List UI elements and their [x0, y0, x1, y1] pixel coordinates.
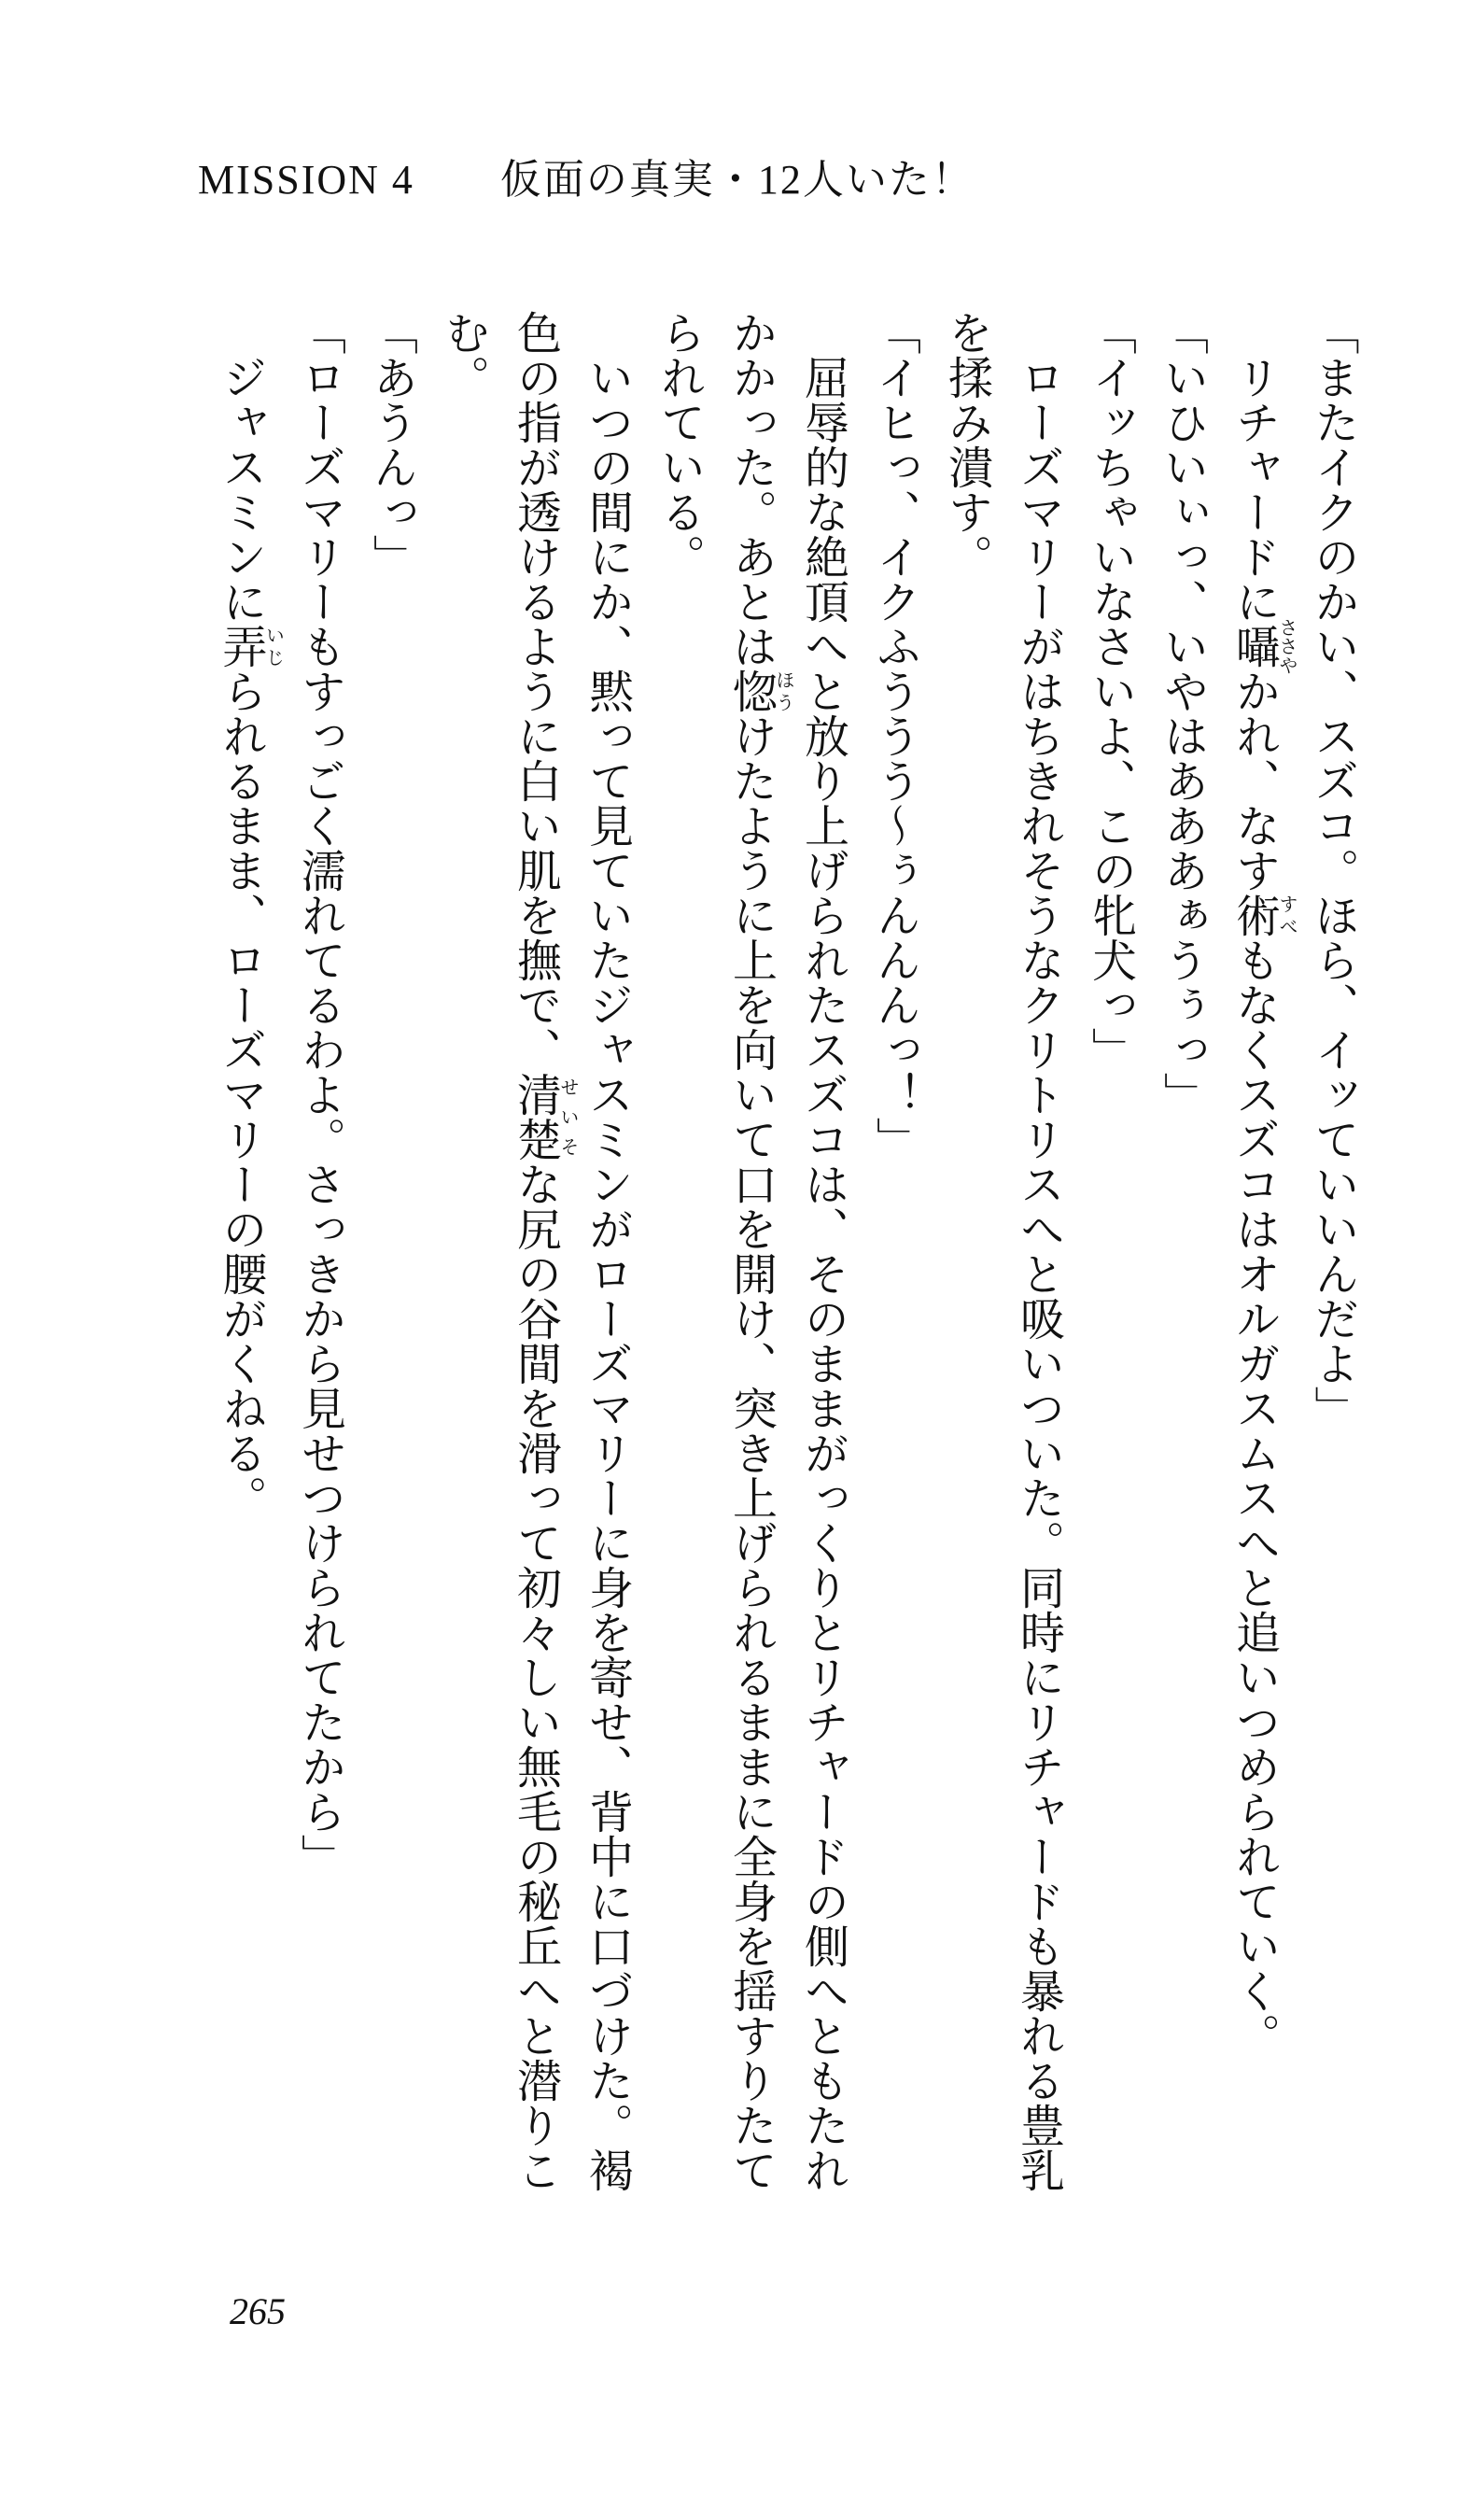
ruby-annotated-word: 術すべ — [1228, 893, 1297, 937]
paragraph: 「ローズマリーもすっごく濡れてるわよ。さっきから見せつけられてたから」 — [294, 310, 344, 1879]
paragraph: 「いひいぃっ、いやはあああぁうぅっ」 — [1157, 310, 1207, 1117]
paragraph: 「あうんっ」 — [366, 310, 416, 579]
text-block — [200, 310, 1368, 2196]
paragraph: いつの間にか、黙って見ていたジャスミンがローズマリーに身を寄せ、背中に口づけた。褐色の指が透けるように白い肌を撫で、清楚せいそな尻の谷間を滑って初々しい無毛の秘丘へと潜りこむ。 — [438, 310, 632, 2192]
paragraph: ローズマリーがはちきれそうなクリトリスへと吸いついた。同時にリチャードも暴れる豊乳を揉み潰す。 — [941, 310, 1063, 2192]
ruby-annotated-word: 惚ほう — [725, 669, 793, 713]
paragraph: 屈辱的な絶頂へと放り上げられたスズコは、そのままがっくりとリチャードの側へともたれかかった。あとは惚ほうけたように上を向いて口を開け、突き上げられるままに全身を揺すりたてられている。 — [653, 310, 848, 2192]
chapter-header: MISSION 4 仮面の真実・12人いた！ — [198, 157, 975, 203]
ruby-annotated-word: 弄いじ — [216, 624, 284, 669]
paragraph: ジャスミンに弄いじられるまま、ローズマリーの腰がくねる。 — [216, 355, 284, 1520]
paragraph: リチャードに囁ささやかれ、なす術すべもなくスズコはオルガスムスへと追いつめられていく。 — [1228, 355, 1297, 2058]
ruby-annotated-word: 囁ささや — [1228, 617, 1297, 675]
paragraph: 「またイクのかい、スズコ。ほら、イッていいんだよ」 — [1308, 310, 1357, 1430]
paragraph: 「イッちゃいなさいよ、この牝犬っ」 — [1085, 310, 1135, 1072]
ruby-annotated-word: 清楚せいそ — [510, 1072, 578, 1161]
paragraph: 「イヒっ、イクふううう〜ぅんんんっ！」 — [869, 310, 919, 1161]
page-number: 265 — [230, 2290, 286, 2332]
